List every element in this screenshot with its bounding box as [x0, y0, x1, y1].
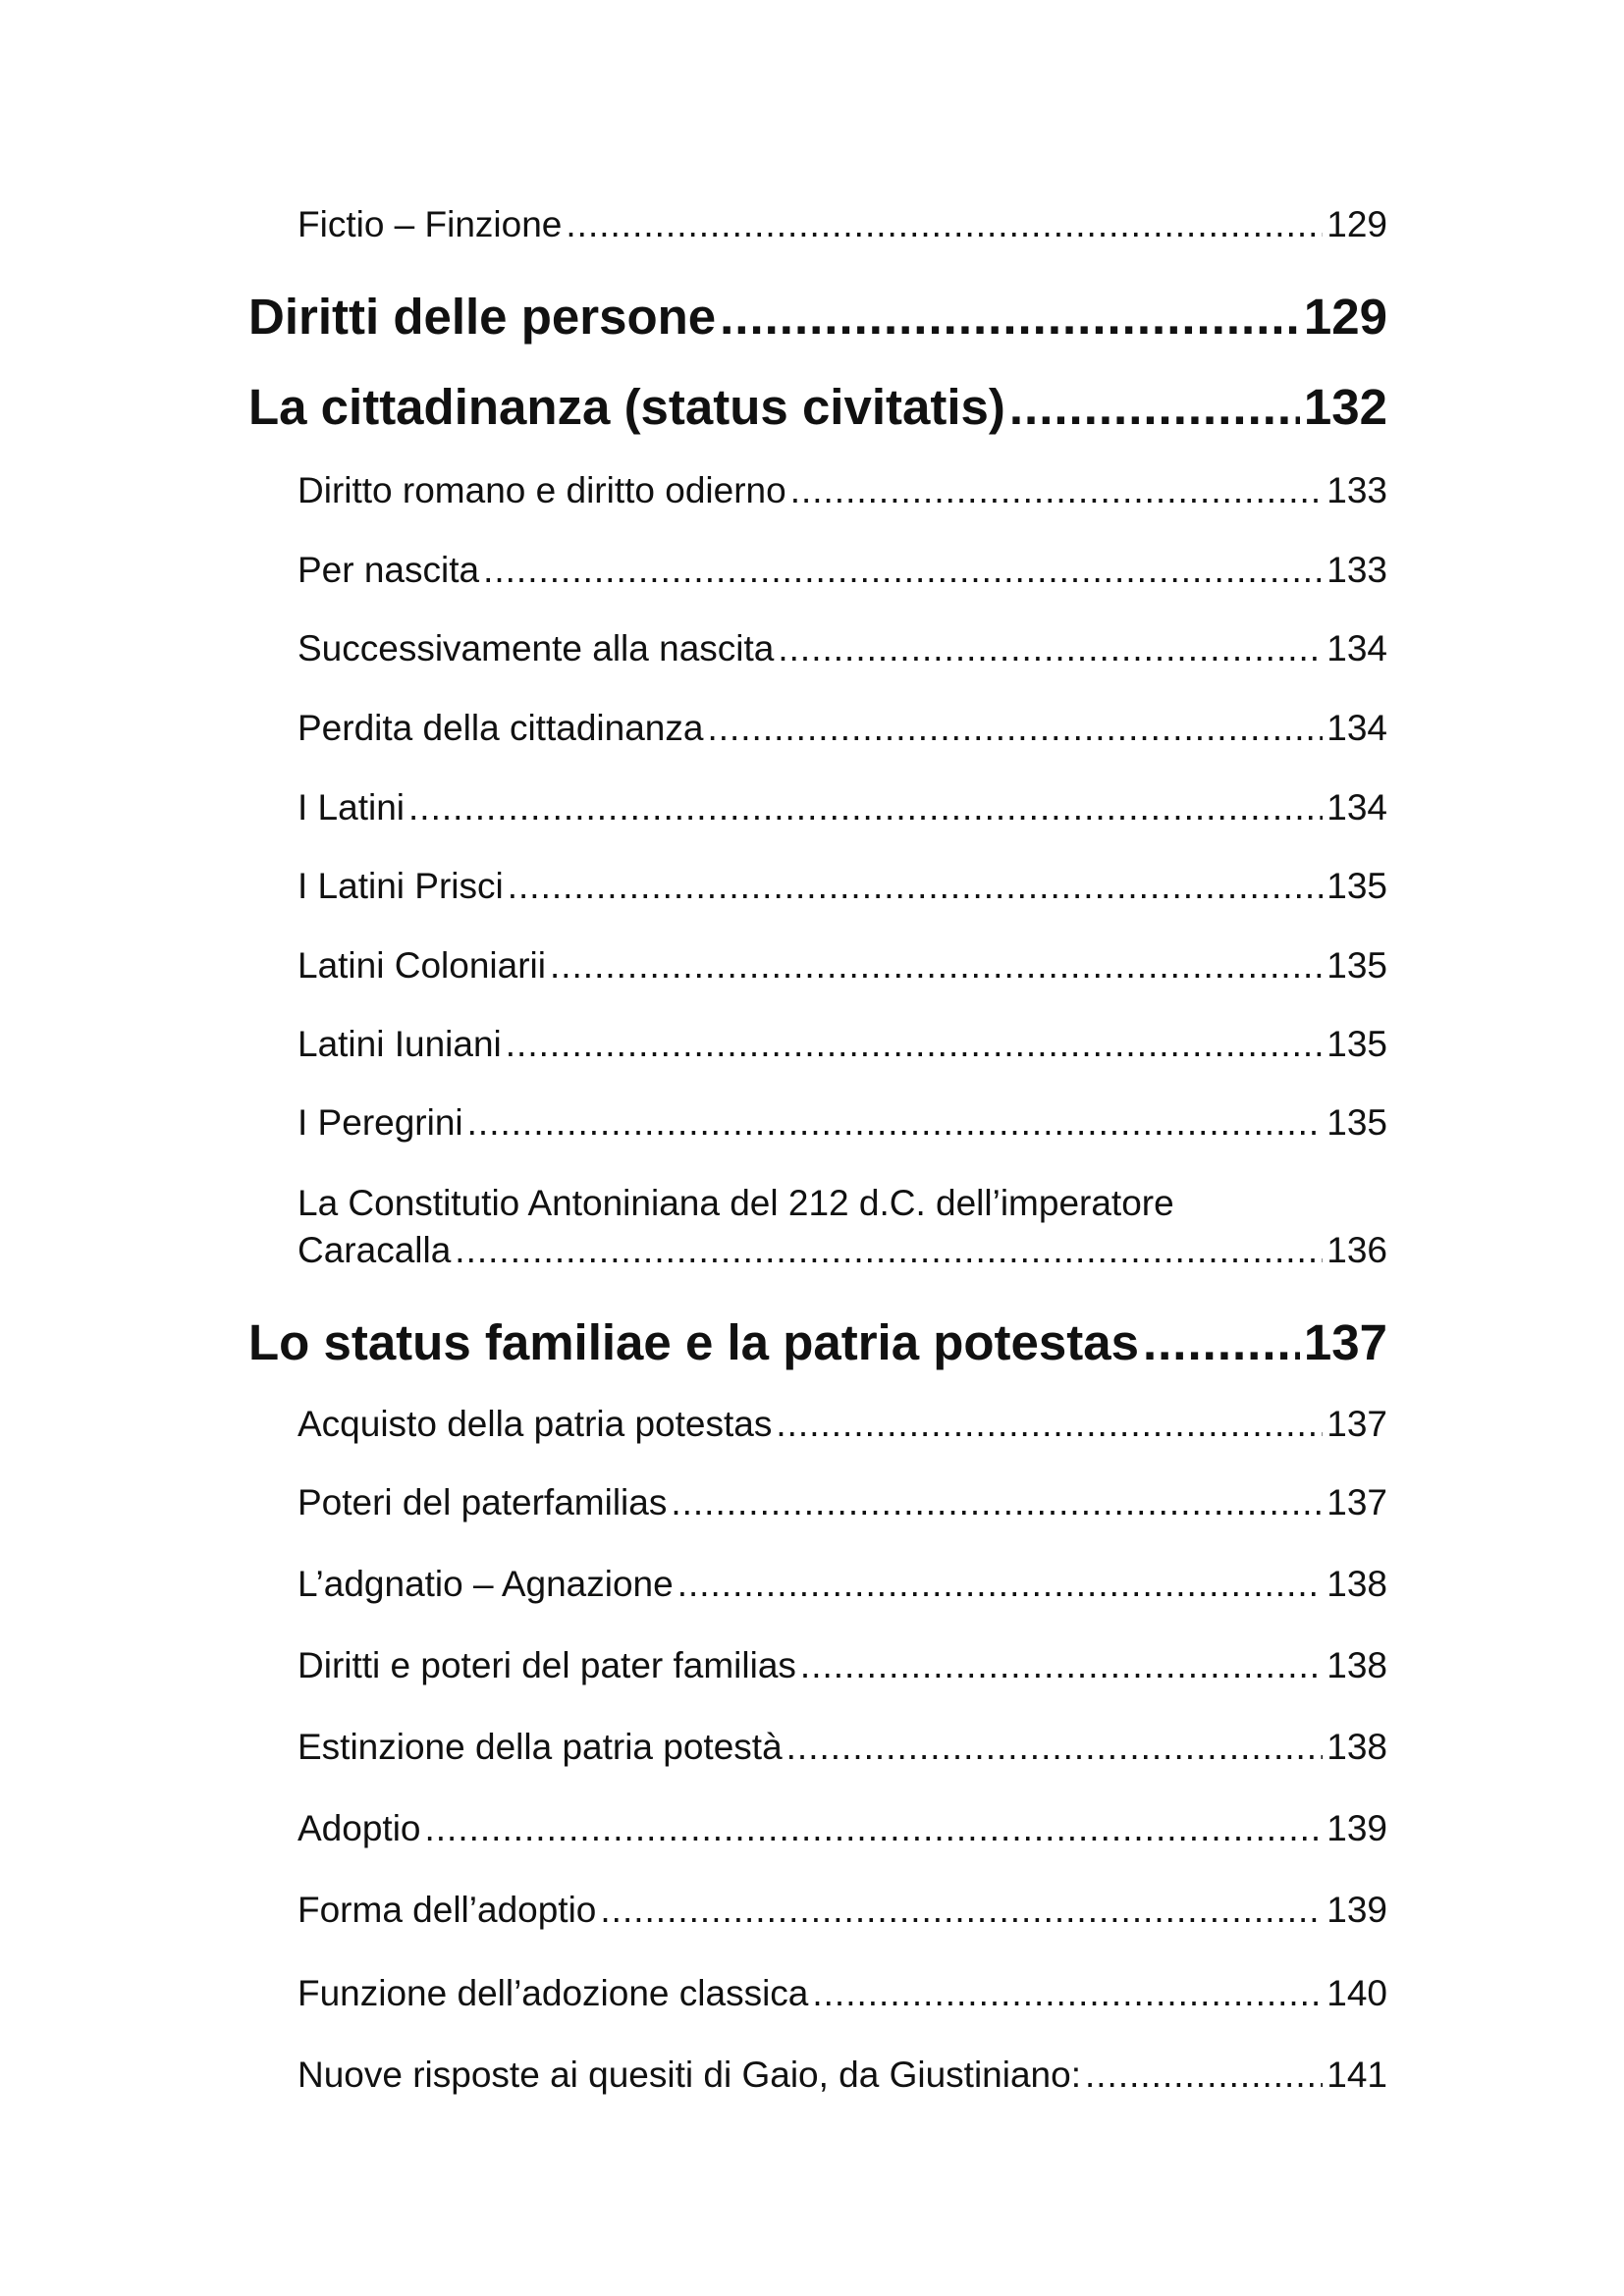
toc-entry[interactable] — [298, 1024, 1387, 1065]
toc-entry-title: Latini Iuniani — [298, 1024, 502, 1064]
toc-entry[interactable] — [298, 1183, 1387, 1271]
dot-leader — [455, 1230, 1323, 1271]
toc-entry-page: 138 — [1326, 1727, 1387, 1767]
toc-entry-title: I Peregrini — [298, 1102, 463, 1143]
toc-entry[interactable] — [298, 2055, 1387, 2096]
toc-entry[interactable] — [298, 866, 1387, 907]
toc-entry-page: 137 — [1326, 1482, 1387, 1522]
toc-entry[interactable] — [298, 550, 1387, 591]
toc-entry-title: Nuove risposte ai quesiti di Gaio, da Giustiniano: — [298, 2055, 1081, 2095]
toc-entry[interactable] — [298, 1727, 1387, 1768]
dot-leader — [1085, 2055, 1323, 2096]
toc-entry-page: 139 — [1326, 1890, 1387, 1930]
toc-entry-page: 139 — [1326, 1808, 1387, 1848]
dot-leader — [800, 1645, 1323, 1686]
toc-chapter-page: 132 — [1303, 379, 1387, 435]
dot-leader — [812, 1973, 1323, 2014]
toc-entry[interactable] — [298, 1973, 1387, 2014]
toc-entry-page: 138 — [1326, 1564, 1387, 1604]
toc-entry[interactable] — [298, 787, 1387, 828]
toc-entry-title: L’adgnatio – Agnazione — [298, 1564, 674, 1604]
toc-entry-page: 137 — [1326, 1404, 1387, 1444]
dot-leader — [566, 204, 1323, 245]
toc-chapter-title: La cittadinanza (status civitatis) — [248, 379, 1005, 435]
toc-entry-page: 140 — [1326, 1973, 1387, 2013]
dot-leader — [671, 1482, 1323, 1523]
toc-chapter[interactable] — [248, 1313, 1387, 1371]
toc-entry-title: Perdita della cittadinanza — [298, 708, 704, 748]
toc-entry-page: 138 — [1326, 1645, 1387, 1685]
toc-entry-page: 134 — [1326, 628, 1387, 668]
toc-entry-page: 136 — [1326, 1230, 1387, 1270]
dot-leader — [425, 1808, 1324, 1849]
toc-entry-title: Estinzione della patria potestà — [298, 1727, 783, 1767]
dot-leader — [786, 1727, 1324, 1768]
toc-entry-title: Acquisto della patria potestas — [298, 1404, 773, 1444]
dot-leader — [790, 470, 1324, 511]
dot-leader — [508, 866, 1324, 907]
toc-chapter-page: 129 — [1303, 289, 1387, 345]
toc-chapter[interactable] — [248, 288, 1387, 346]
toc-entry-page: 135 — [1326, 866, 1387, 906]
toc-entry-title: Per nascita — [298, 550, 480, 590]
dot-leader — [483, 550, 1323, 591]
toc-entry-page: 133 — [1326, 470, 1387, 510]
toc-entry-title: Successivamente alla nascita — [298, 628, 775, 668]
toc-entry[interactable] — [298, 1404, 1387, 1445]
toc-entry-title: Diritti e poteri del pater familias — [298, 1645, 796, 1685]
toc-entry-title: Forma dell’adoptio — [298, 1890, 597, 1930]
toc-entry-title: Latini Coloniarii — [298, 945, 546, 986]
toc-entry-page: 135 — [1326, 1024, 1387, 1064]
toc-chapter-title: Lo status familiae e la patria potestas — [248, 1314, 1139, 1370]
toc-entry-page: 134 — [1326, 708, 1387, 748]
dot-leader — [677, 1564, 1324, 1605]
toc-chapter-page: 137 — [1303, 1314, 1387, 1370]
toc-entry[interactable] — [298, 1102, 1387, 1144]
toc-entry[interactable] — [298, 708, 1387, 749]
toc-entry[interactable] — [298, 1808, 1387, 1849]
toc-entry-page: 134 — [1326, 787, 1387, 828]
toc-entry[interactable] — [298, 945, 1387, 987]
dot-leader — [550, 945, 1323, 987]
dot-leader — [467, 1102, 1324, 1144]
toc-entry[interactable] — [298, 628, 1387, 669]
dot-leader — [720, 288, 1300, 346]
toc-entry-page: 135 — [1326, 1102, 1387, 1143]
dot-leader — [408, 787, 1323, 828]
dot-leader — [776, 1404, 1323, 1445]
toc-entry-page: 141 — [1326, 2055, 1387, 2095]
toc-entry-title: La Constitutio Antoniniana del 212 d.C. dell’imperatore — [298, 1183, 1174, 1223]
dot-leader — [506, 1024, 1324, 1065]
dot-leader — [1009, 378, 1300, 436]
toc-entry-page: 129 — [1326, 204, 1387, 244]
toc-entry[interactable] — [298, 1890, 1387, 1931]
toc-entry-title: Fictio – Finzione — [298, 204, 563, 244]
toc-entry-page: 133 — [1326, 550, 1387, 590]
toc-entry[interactable] — [298, 1482, 1387, 1523]
toc-entry-title: Diritto romano e diritto odierno — [298, 470, 786, 510]
dot-leader — [600, 1890, 1323, 1931]
toc-chapter-title: Diritti delle persone — [248, 289, 717, 345]
toc-entry-page: 135 — [1326, 945, 1387, 986]
dot-leader — [707, 708, 1323, 749]
toc-entry-title: Funzione dell’adozione classica — [298, 1973, 809, 2013]
toc-entry-title-cont: Caracalla — [298, 1230, 452, 1270]
toc-chapter[interactable] — [248, 378, 1387, 436]
dot-leader — [1143, 1313, 1300, 1371]
toc-entry[interactable] — [298, 1645, 1387, 1686]
toc-entry-title: I Latini Prisci — [298, 866, 504, 906]
toc-entry[interactable] — [298, 470, 1387, 511]
toc-entry[interactable] — [298, 204, 1387, 245]
dot-leader — [778, 628, 1323, 669]
toc-entry-title: Adoptio — [298, 1808, 421, 1848]
toc-entry-continuation — [298, 1230, 1387, 1271]
toc-entry[interactable] — [298, 1564, 1387, 1605]
toc-entry-title: I Latini — [298, 787, 406, 828]
toc-entry-title: Poteri del paterfamilias — [298, 1482, 668, 1522]
